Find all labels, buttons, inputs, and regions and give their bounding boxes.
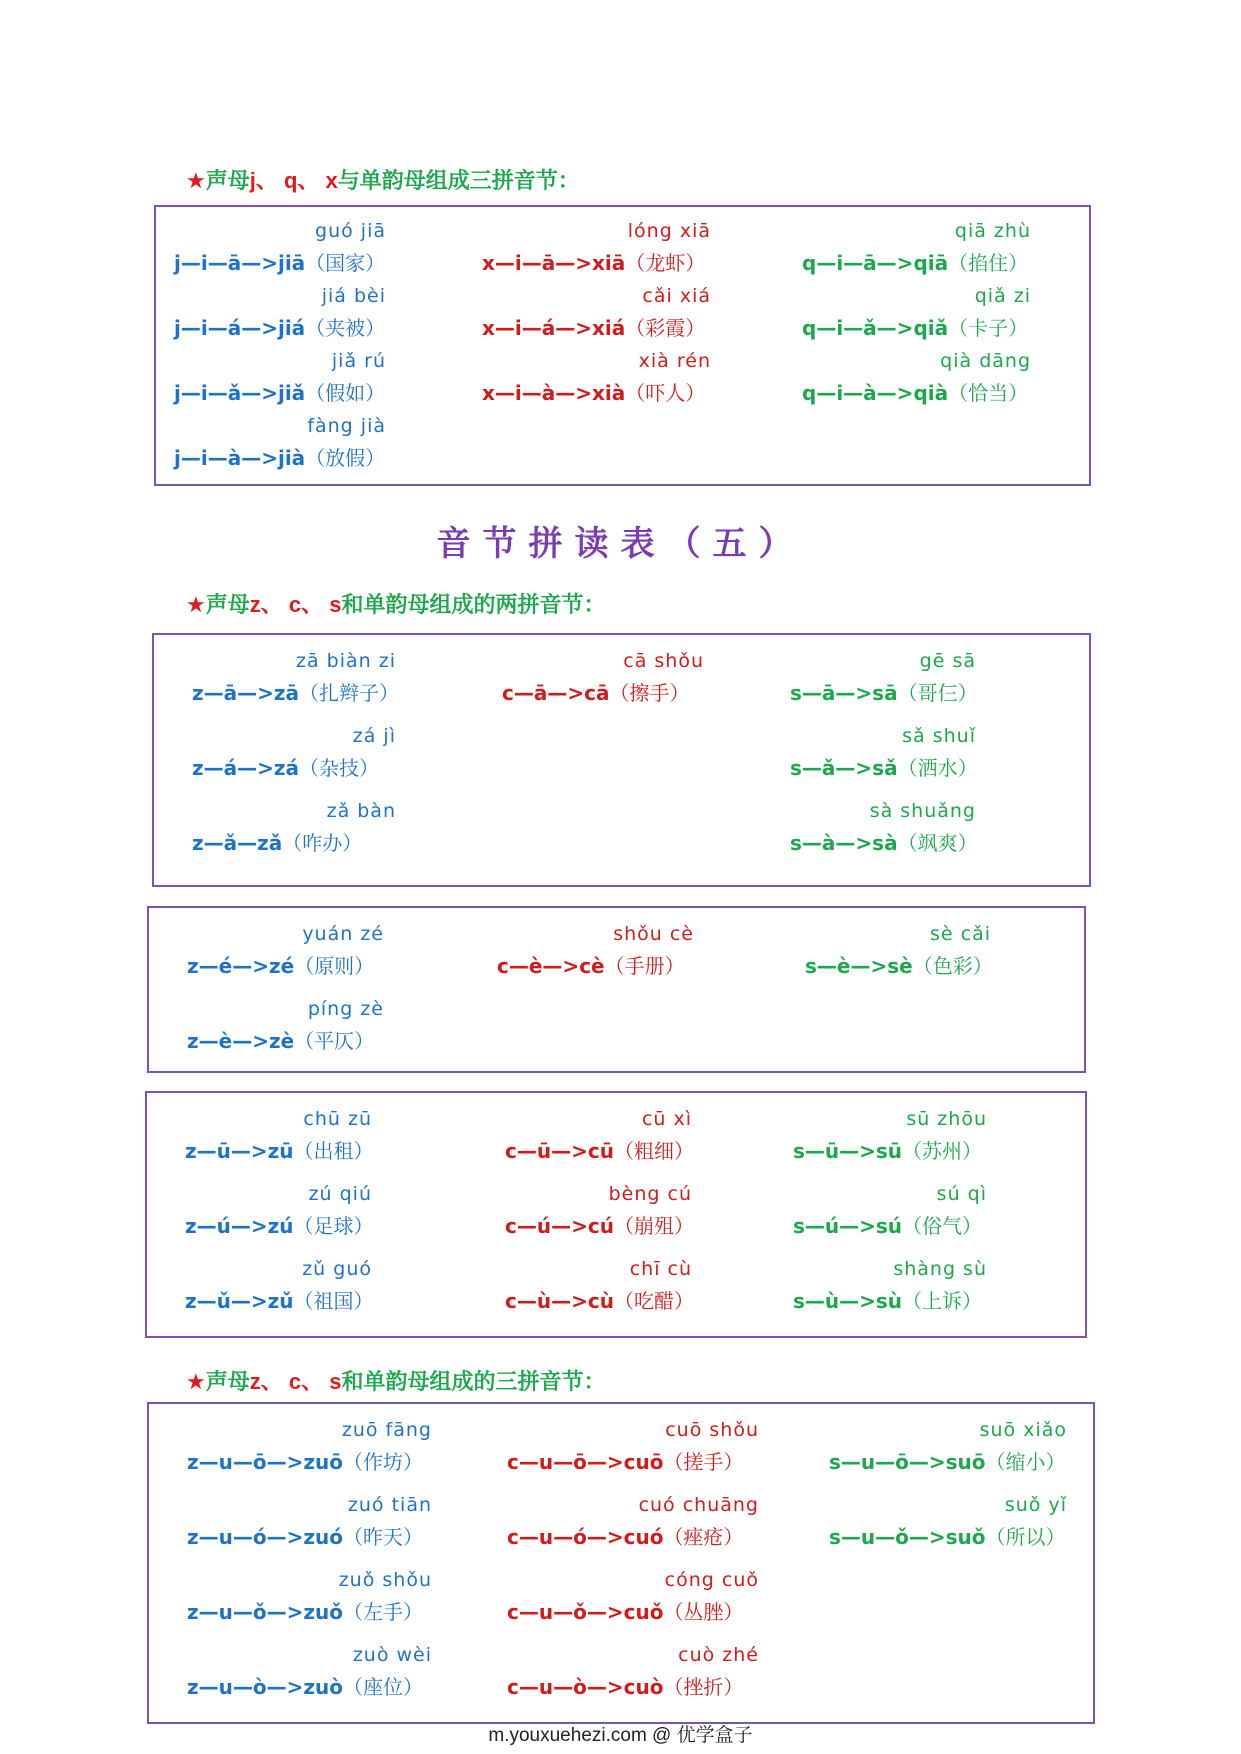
word-text: （缩小） [985,1450,1066,1474]
syllable-result: cuó [623,1525,664,1549]
syllable-result: cā [584,681,610,705]
syllable-result: zā [273,681,300,705]
syllable-formula [192,754,379,782]
syllable-result: qiā [913,251,949,275]
syllable-formula [482,314,705,342]
word-text: （搓手） [663,1450,744,1474]
word-text: （彩霞） [625,316,706,340]
formula-text: q—i—à—> [802,381,914,405]
word-text: （飒爽） [897,831,978,855]
pinyin-label: zuō fāng [341,1419,432,1441]
pinyin-label: bèng cú [608,1183,692,1205]
syllable-result: zè [268,1029,295,1053]
table-box [152,633,1091,887]
formula-text: c—u—ō—> [507,1450,624,1474]
syllable-formula [174,444,385,472]
syllable-formula [790,754,978,782]
syllable-formula [793,1287,982,1315]
formula-text: c—è—> [497,954,580,978]
word-text: （哥仨） [897,681,978,705]
pinyin-label: cǎi xiá [642,285,711,307]
word-text: （手册） [604,954,685,978]
pinyin-label: zǎ bàn [326,800,396,822]
syllable-result: xià [592,381,626,405]
syllable-result: jiá [277,316,306,340]
pinyin-label: cuō shǒu [665,1419,759,1441]
table-box [147,1402,1095,1724]
formula-text: c—ú—> [505,1214,588,1238]
syllable-formula [507,1448,743,1476]
syllable-formula [482,379,705,407]
heading-text: 与单韵母组成三拼音节： [337,169,580,194]
formula-text: q—i—ǎ—> [802,316,914,340]
formula-text: q—i—ā—> [802,251,914,275]
heading-text: 声母 [205,593,250,618]
formula-text: x—i—ā—> [482,251,593,275]
word-text: （假如） [305,381,386,405]
syllable-result: cuò [623,1675,664,1699]
syllable-result: zū [267,1139,294,1163]
syllable-result: cè [579,954,605,978]
formula-text: x—i—à—> [482,381,593,405]
syllable-result: cuō [623,1450,664,1474]
formula-text: s—ā—> [790,681,873,705]
formula-text: s—u—ō—> [829,1450,946,1474]
syllable-formula [174,379,385,407]
formula-text: s—à—> [790,831,873,855]
syllable-result: jiā [277,251,306,275]
syllable-result: zuó [303,1525,344,1549]
syllable-result: sù [875,1289,903,1313]
syllable-formula [174,314,385,342]
syllable-result: zá [273,756,300,780]
formula-text: s—è—> [805,954,888,978]
syllable-formula [482,249,705,277]
formula-text: z—ǔ—> [185,1289,268,1313]
formula-text: j—i—ǎ—> [174,381,278,405]
pinyin-label: chī cù [629,1258,692,1280]
pinyin-label: gē sā [919,650,976,672]
heading-letters: z、 c、 s [249,1369,342,1394]
pinyin-label: cóng cuǒ [664,1569,759,1591]
syllable-result: cù [587,1289,614,1313]
word-text: （扎辫子） [299,681,400,705]
syllable-formula [793,1137,982,1165]
syllable-result: zuò [303,1675,344,1699]
syllable-formula [505,1287,694,1315]
syllable-result: cú [587,1214,614,1238]
formula-text: c—ā—> [502,681,585,705]
syllable-result: jià [277,446,306,470]
heading-letters: z、 c、 s [249,592,342,617]
word-text: （足球） [293,1214,374,1238]
syllable-formula [793,1212,982,1240]
syllable-formula [187,1673,423,1701]
syllable-formula [790,829,978,857]
syllable-result: sā [872,681,898,705]
syllable-result: suǒ [945,1525,986,1549]
pinyin-label: zuó tiān [347,1494,432,1516]
formula-text: z—ǎ— [192,831,258,855]
pinyin-label: píng zè [307,998,384,1020]
pinyin-label: shàng sù [893,1258,987,1280]
syllable-formula [829,1448,1066,1476]
formula-text: c—u—ǒ—> [507,1600,624,1624]
formula-text: j—i—à—> [174,446,278,470]
word-text: （放假） [305,446,386,470]
pinyin-label: sà shuǎng [869,800,976,822]
pinyin-label: suō xiǎo [979,1419,1067,1441]
pinyin-label: jiǎ rú [331,350,386,372]
pinyin-label: cuó chuāng [638,1494,759,1516]
pinyin-label: zuò wèi [352,1644,432,1666]
word-text: （上诉） [902,1289,983,1313]
star-icon: ★ [186,169,206,194]
pinyin-label: zuǒ shǒu [338,1569,432,1591]
formula-text: z—ú—> [185,1214,268,1238]
word-text: （吓人） [625,381,706,405]
word-text: （恰当） [948,381,1029,405]
pinyin-label: cā shǒu [623,650,704,672]
syllable-formula [829,1523,1066,1551]
syllable-result: xiā [592,251,626,275]
pinyin-label: fàng jià [307,415,386,437]
pinyin-label: sū zhōu [906,1108,987,1130]
syllable-formula [185,1212,374,1240]
syllable-formula [802,314,1028,342]
formula-text: z—è—> [187,1029,269,1053]
star-icon: ★ [186,593,206,618]
word-text: （粗细） [613,1139,694,1163]
word-text: （出租） [293,1139,374,1163]
syllable-formula [497,952,685,980]
heading-text: 声母 [205,1370,250,1395]
syllable-result: sū [875,1139,903,1163]
word-text: （崩殂） [613,1214,694,1238]
pinyin-label: lóng xiā [627,220,711,242]
syllable-formula [790,679,978,707]
syllable-formula [174,249,385,277]
word-text: （平仄） [294,1029,375,1053]
syllable-result: jiǎ [277,381,306,405]
word-text: （咋办） [282,831,363,855]
syllable-result: sú [875,1214,903,1238]
table-box [154,205,1091,486]
formula-text: z—ū—> [185,1139,268,1163]
word-text: （杂技） [299,756,380,780]
pinyin-label: yuán zé [302,923,384,945]
formula-text: z—u—ò—> [187,1675,304,1699]
word-text: （夹被） [305,316,386,340]
word-text: （色彩） [912,954,993,978]
syllable-result: zé [268,954,295,978]
pinyin-label: cū xì [641,1108,692,1130]
word-text: （丛脞） [663,1600,744,1624]
pinyin-label: chū zū [303,1108,372,1130]
syllable-result: zǎ [257,831,283,855]
section1-heading [186,166,580,197]
section3-heading [186,1367,605,1398]
syllable-formula [187,1027,374,1055]
syllable-formula [187,1448,423,1476]
pinyin-label: zǔ guó [302,1258,372,1280]
word-text: （吃醋） [613,1289,694,1313]
word-text: （左手） [343,1600,424,1624]
heading-text: 和单韵母组成的三拼音节： [341,1370,606,1395]
syllable-result: xiá [592,316,626,340]
syllable-result: cū [587,1139,614,1163]
syllable-formula [187,1598,423,1626]
word-text: （座位） [343,1675,424,1699]
formula-text: x—i—á—> [482,316,593,340]
formula-text: s—ú—> [793,1214,876,1238]
formula-text: z—é—> [187,954,269,978]
formula-text: c—u—ò—> [507,1675,624,1699]
pinyin-label: sǎ shuǐ [902,725,976,747]
syllable-formula [192,679,399,707]
syllable-result: qiǎ [913,316,949,340]
footer-source: m.youxuehezi.com @ 优学盒子 [488,1725,753,1746]
pinyin-label: qià dāng [940,350,1031,372]
formula-text: s—ū—> [793,1139,876,1163]
word-text: （昨天） [343,1525,424,1549]
heading-text: 声母 [205,169,250,194]
syllable-formula [502,679,689,707]
syllable-formula [185,1287,374,1315]
heading-text: 和单韵母组成的两拼音节： [341,593,606,618]
formula-text: s—u—ǒ—> [829,1525,946,1549]
heading-letters: j、 q、 x [249,168,338,193]
word-text: （祖国） [293,1289,374,1313]
word-text: （掐住） [948,251,1029,275]
syllable-result: sè [887,954,913,978]
formula-text: z—á—> [192,756,274,780]
formula-text: j—i—ā—> [174,251,278,275]
formula-text: j—i—á—> [174,316,278,340]
syllable-formula [505,1212,694,1240]
table-box [145,1091,1087,1338]
syllable-result: suō [945,1450,986,1474]
formula-text: c—ū—> [505,1139,588,1163]
syllable-result: zú [267,1214,294,1238]
word-text: （龙虾） [625,251,706,275]
syllable-result: zuō [303,1450,344,1474]
pinyin-label: sè cǎi [930,923,991,945]
pinyin-label: shǒu cè [613,923,694,945]
formula-text: s—ù—> [793,1289,876,1313]
pinyin-label: suǒ yǐ [1004,1494,1067,1516]
syllable-formula [187,952,374,980]
syllable-formula [507,1598,743,1626]
formula-text: s—ǎ—> [790,756,873,780]
pinyin-label: cuò zhé [678,1644,759,1666]
word-text: （擦手） [609,681,690,705]
word-text: （作坊） [343,1450,424,1474]
syllable-formula [507,1523,743,1551]
syllable-formula [802,249,1028,277]
word-text: （苏州） [902,1139,983,1163]
syllable-result: qià [913,381,949,405]
word-text: （国家） [305,251,386,275]
pinyin-label: qiā zhù [954,220,1031,242]
pinyin-label: jiá bèi [321,285,386,307]
pinyin-label: sú qì [936,1183,987,1205]
syllable-formula [507,1673,743,1701]
word-text: （洒水） [897,756,978,780]
pinyin-label: qiǎ zi [974,285,1031,307]
formula-text: c—ù—> [505,1289,588,1313]
word-text: （痤疮） [663,1525,744,1549]
table-box [147,906,1086,1073]
pinyin-label: zú qiú [308,1183,372,1205]
formula-text: c—u—ó—> [507,1525,624,1549]
pinyin-label: xià rén [638,350,711,372]
word-text: （挫折） [663,1675,744,1699]
section2-heading [186,590,605,621]
word-text: （原则） [294,954,375,978]
syllable-formula [505,1137,694,1165]
syllable-formula [805,952,993,980]
formula-text: z—u—ō—> [187,1450,304,1474]
word-text: （卡子） [948,316,1029,340]
star-icon: ★ [186,1370,206,1395]
pinyin-label: zā biàn zi [296,650,396,672]
syllable-result: zuǒ [303,1600,344,1624]
syllable-result: zǔ [267,1289,294,1313]
pinyin-label: guó jiā [315,220,386,242]
syllable-formula [187,1523,423,1551]
pinyin-label: zá jì [352,725,396,747]
formula-text: z—u—ó—> [187,1525,304,1549]
formula-text: z—ā—> [192,681,274,705]
syllable-formula [185,1137,374,1165]
syllable-result: sǎ [872,756,898,780]
word-text: （俗气） [902,1214,983,1238]
syllable-formula [192,829,362,857]
syllable-result: cuǒ [623,1600,664,1624]
word-text: （所以） [985,1525,1066,1549]
page-title: 音节拼读表（五） [436,524,805,564]
syllable-result: sà [872,831,898,855]
syllable-formula [802,379,1028,407]
formula-text: z—u—ǒ—> [187,1600,304,1624]
